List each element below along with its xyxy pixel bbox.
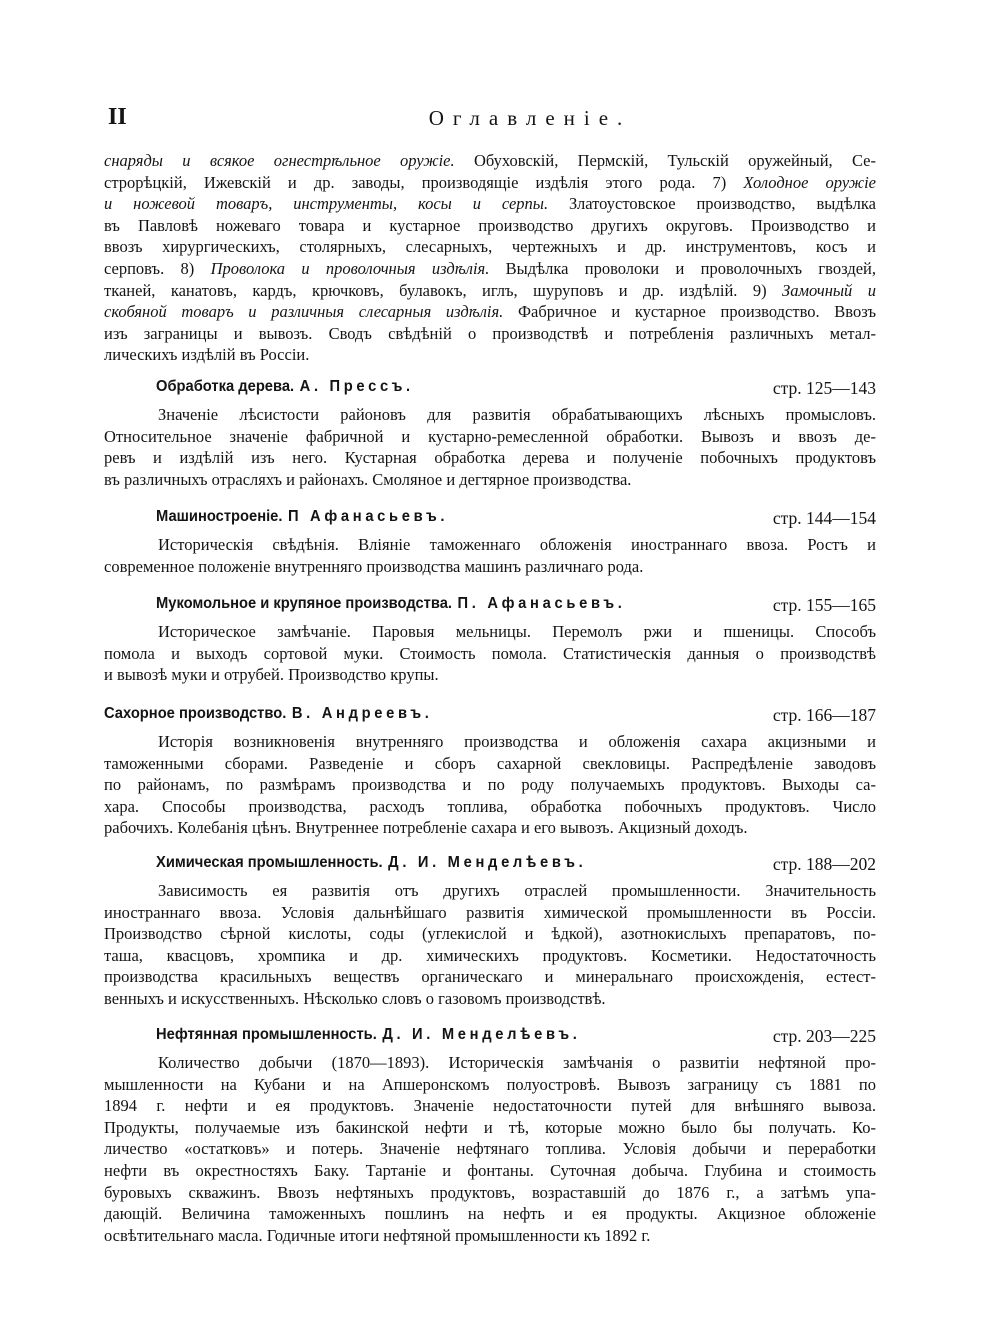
italic-text: Холодное оружіе [743,172,876,192]
text-line [104,236,876,258]
text-line: Историческія свѣдѣнія. Вліяніе таможеннаго обложенія иностраннаго ввоза. Ростъ и [158,535,876,554]
text-line: Производство сѣрной кислоты, соды (углекислой и ѣдкой), азотнокислыхъ препаратовъ, по- [104,924,876,944]
entry-heading: Нефтянная промышленность. [156,1026,377,1043]
text-line: ревъ и издѣлій изъ него. Кустарная обработка дерева и полученіе побочныхъ продуктовъ [104,448,876,468]
entry-heading: Химическая промышленность. [156,854,383,871]
text-line: въ различныхъ отрасляхъ и районахъ. Смоляное и дегтярное производства. [104,469,632,489]
text-line: венныхъ и искусственныхъ. Нѣсколько словъ о газовомъ производствѣ. [104,988,606,1008]
text-segment: строрѣцкій, Ижевскій и др. заводы, производящіе издѣлія этого рода. 7) [104,172,744,192]
text-line [104,344,876,366]
entry-heading: Сахорное производство. [104,705,287,722]
entry-author: Д. И. Менделѣевъ. [382,1026,581,1043]
entry-header [104,508,876,532]
entry-heading: Обработка дерева. [156,378,295,395]
entry-pages: стр. 166—187 [772,705,876,725]
entry-title [156,854,586,872]
text-line: буровыхъ скважинъ. Ввозъ нефтяныхъ продуктовъ, возраставшій до 1876 г., а затѣмъ упа- [104,1182,876,1202]
text-line [104,150,876,172]
italic-text: Проволока и проволочныя издѣлія. [210,258,490,278]
entry-author: П. Афанасьевъ. [457,595,626,612]
toc-entry [104,508,876,577]
entry-author: Д. И. Менделѣевъ. [388,854,587,871]
entry-author: А. Прессъ. [299,378,414,395]
entry-pages: стр. 188—202 [772,854,876,874]
entry-header [104,705,876,729]
entry-pages: стр. 155—165 [772,595,876,615]
entry-title [104,705,433,723]
entry-author: В. Андреевъ. [291,705,433,722]
text-segment: Фабричное и кустарное производство. Ввозъ [503,302,876,322]
text-segment: ввозъ хирургическихъ, столярныхъ, слесарныхъ, чертежныхъ и др. инструментовъ, косъ и [104,237,876,257]
entry-pages: стр. 144—154 [772,508,876,528]
entry-header [104,854,876,878]
text-segment: Выдѣлка проволоки и проволочныхъ гвоздей, [489,258,877,278]
text-line: хара. Способы производства, расходъ топлива, обработка побочныхъ продуктовъ. Число [104,796,876,816]
toc-entry [104,595,876,686]
entry-header [104,378,876,402]
text-segment: въ Павловѣ ножеваго товара и кустарное производство другихъ округовъ. Производство и [104,215,876,235]
entry-author: П Афанасьевъ. [287,508,449,525]
entry-title [156,595,626,613]
text-line: нефти въ окрестностяхъ Баку. Тартаніе и фонтаны. Суточная добыча. Глубина и стоимость [104,1160,876,1180]
text-segment: Обуховскій, Пермскій, Тульскій оружейный, Се- [454,151,876,170]
text-line: Продукты, получаемые изъ бакинской нефти и тѣ, которые можно было бы получать. Ко- [104,1117,876,1137]
entry-heading: Машиностроеніе. [156,508,283,525]
text-segment: тканей, канатовъ, кардъ, крючковъ, булавокъ, иглъ, шуруповъ и др. издѣлій. 9) [104,280,783,300]
entry-pages: стр. 125—143 [772,378,876,398]
entry-heading: Мукомольное и крупяное производства. [156,595,452,612]
toc-entry [104,378,876,490]
text-line: таша, квасцовъ, хромпика и др. химическихъ продуктовъ. Косметики. Недостаточность [104,945,876,965]
text-line: мышленности на Кубани и на Апшеронскомъ полуостровѣ. Вывозъ заграницу съ 1881 по [104,1074,876,1094]
text-segment: изъ заграницы и вывозъ. Сводъ свѣдѣній о производствѣ и потребленія различныхъ метал- [104,323,876,343]
text-line: иностраннаго ввоза. Условія дальнѣйшаго развитія химической промышленности въ Россіи. [104,902,876,922]
text-line: дающій. Величина таможенныхъ пошлинъ на нефть и ея продукты. Акцизное обложеніе [104,1204,876,1224]
entry-header [104,595,876,619]
text-line: 1894 г. нефти и ея продуктовъ. Значеніе недостаточности путей для внѣшняго вывоза. [104,1096,876,1116]
text-segment: лическихъ издѣлій въ Россіи. [104,345,310,365]
text-line: личество «остатковъ» и потерь. Значеніе нефтянаго топлива. Условія добычи и переработки [104,1139,876,1159]
toc-entry [104,854,876,1010]
text-line [104,172,876,194]
italic-text: и ножевой товаръ, инструменты, косы и серпы. [104,194,549,214]
italic-text: снаряды и всякое огнестрѣльное оружіе. [104,151,455,170]
text-line [104,323,876,345]
entry-title [156,508,448,526]
text-line: Зависимость ея развитія отъ другихъ отраслей промышленности. Значительность [158,881,876,900]
text-line [104,193,876,215]
text-line: таможенными сборами. Разведеніе и сборъ сахарной свекловицы. Распредѣленіе заводовъ [104,753,876,773]
text-line [104,258,876,280]
toc-entry [104,1026,876,1246]
entry-title [156,378,414,396]
page-title: Оглавленіе. [428,106,632,130]
text-line: Относительное значеніе фабричной и кустарно-ремесленной обработки. Вывозъ и ввозъ де- [104,426,876,446]
text-line: Исторія возникновенія внутренняго производства и обложенія сахара акцизными и [158,732,876,751]
italic-text: скобяной товаръ и различныя слесарныя издѣлія. [104,302,504,322]
text-line: по районамъ, по размѣрамъ производства и по роду получаемыхъ продуктовъ. Выходы са- [104,775,876,795]
text-line [104,301,876,323]
entry-header [104,1026,876,1050]
italic-text: Замочный и [782,280,876,300]
text-segment: серповъ. 8) [104,258,211,278]
text-line: и вывозѣ муки и отрубей. Производство крупы. [104,665,439,685]
text-line: Значеніе лѣсистости районовъ для развитія обрабатывающихъ лѣсныхъ промысловъ. [158,405,876,424]
text-segment: Златоустовское производство, выдѣлка [548,194,876,214]
text-line: современное положеніе внутренняго производства машинъ различнаго рода. [104,556,644,576]
text-line: рабочихъ. Колебанія цѣнъ. Внутреннее потребленіе сахара и его вывозъ. Акцизный доходъ. [104,818,748,838]
entry-pages: стр. 203—225 [772,1026,876,1046]
text-line: освѣтительнаго масла. Годичные итоги нефтяной промышленности къ 1892 г. [104,1225,651,1245]
text-line: производства красильныхъ веществъ органическаго и минеральнаго происхожденія, естест- [104,967,876,987]
page-number: II [108,104,127,130]
text-line: Количество добычи (1870—1893). Историческія замѣчанія о развитіи нефтяной про- [158,1053,876,1072]
toc-entry [104,705,876,839]
text-line: Историческое замѣчаніе. Паровыя мельницы. Перемолъ ржи и пшеницы. Способъ [158,622,876,641]
text-line [104,215,876,237]
text-line: помола и выходъ сортовой муки. Стоимость помола. Статистическія данныя о производствѣ [104,643,876,663]
text-line [104,280,876,302]
entry-title [156,1026,581,1044]
intro-paragraph [104,150,876,366]
